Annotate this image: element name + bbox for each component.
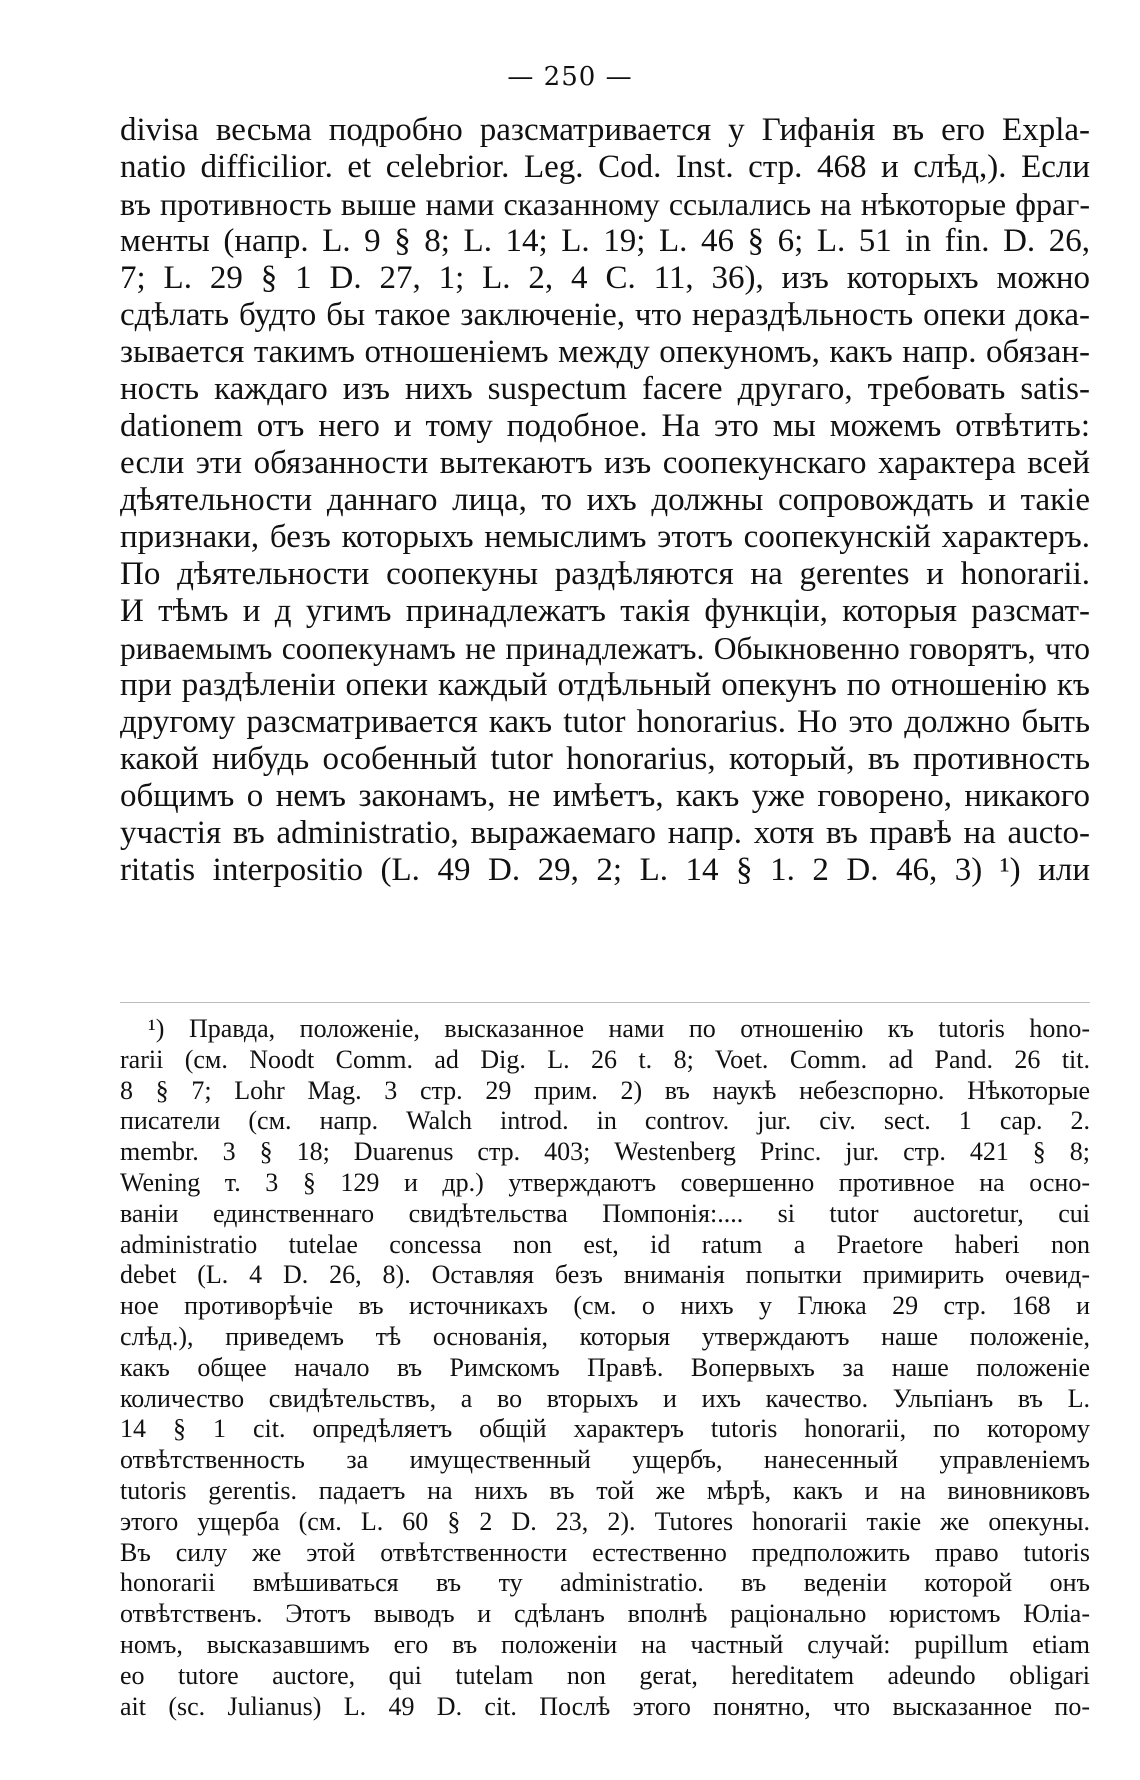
- main-text-line: если эти обязанности вытекаютъ изъ соопекунскаго характера всей: [120, 445, 1090, 481]
- footnote-line: ное противорѣчіе въ источникахъ (см. о нихъ у Глюка 29 стр. 168 и: [120, 1291, 1090, 1321]
- footnote-divider: [120, 1002, 1090, 1003]
- footnote-line: этого ущерба (см. L. 60 § 2 D. 23, 2). Tutores honorarii такіе же опекуны.: [120, 1506, 1090, 1536]
- footnote-line: eo tutore auctore, qui tutelam non gerat, hereditatem adeundo obligari: [120, 1660, 1090, 1690]
- footnote-line: 14 § 1 cit. опредѣляетъ общій характеръ tutoris honorarii, по которому: [120, 1414, 1090, 1444]
- main-text-line: другому разсматривается какъ tutor honorarius. Но это должно быть: [120, 704, 1090, 740]
- main-text-block: [120, 112, 1090, 889]
- main-text-line: при раздѣленіи опеки каждый отдѣльный опекунъ по отношенію къ: [120, 667, 1090, 703]
- main-text-line: менты (напр. L. 9 § 8; L. 14; L. 19; L. 46 § 6; L. 51 in fin. D. 26,: [120, 223, 1090, 259]
- main-text-line: divisa весьма подробно разсматривается у Гифанія въ его Expla-: [120, 112, 1090, 148]
- main-text-line: ritatis interpositio (L. 49 D. 29, 2; L. 14 § 1. 2 D. 46, 3) ¹) или: [120, 852, 1090, 888]
- main-text-line: признаки, безъ которыхъ немыслимъ этотъ соопекунскій характеръ.: [120, 519, 1090, 555]
- main-text-line: сдѣлать будто бы такое заключеніе, что нераздѣльность опеки дока-: [120, 297, 1090, 333]
- main-text-line: 7; L. 29 § 1 D. 27, 1; L. 2, 4 C. 11, 36), изъ которыхъ можно: [120, 260, 1090, 296]
- footnote-line: количество свидѣтельствъ, а во вторыхъ и ихъ качество. Ульпіанъ въ L.: [120, 1383, 1090, 1413]
- main-text-line: общимъ о немъ законамъ, не имѣетъ, какъ уже говорено, никакого: [120, 778, 1090, 814]
- footnote-line: отвѣтственность за имущественный ущербъ, нанесенный управленіемъ: [120, 1445, 1090, 1475]
- page-number: — 250 —: [507, 62, 633, 92]
- main-text-line: ность каждаго изъ нихъ suspectum facere другаго, требовать satis-: [120, 371, 1090, 407]
- footnote-line: Въ силу же этой отвѣтственности естественно предположить право tutoris: [120, 1537, 1090, 1567]
- footnote-line: administratio tutelae concessa non est, id ratum a Praetore haberi non: [120, 1229, 1090, 1259]
- main-text-line: По дѣятельности соопекуны раздѣляются на gerentes и honorarii.: [120, 556, 1090, 592]
- footnote-line: ваніи единственнаго свидѣтельства Помпонія:.... si tutor auctoretur, cui: [120, 1198, 1090, 1228]
- footnote-line: debet (L. 4 D. 26, 8). Оставляя безъ вниманія попытки примирить очевид-: [120, 1260, 1090, 1290]
- main-text-line: зывается такимъ отношеніемъ между опекуномъ, какъ напр. обязан-: [120, 334, 1090, 370]
- footnote-line: ¹) Правда, положеніе, высказанное нами по отношенію къ tutoris hono-: [148, 1014, 1090, 1043]
- footnote-line: номъ, высказавшимъ его въ положеніи на частный случай: pupillum etiam: [120, 1629, 1090, 1659]
- footnote-line: слѣд.), приведемъ тѣ основанія, которыя утверждаютъ наше положеніе,: [120, 1321, 1090, 1351]
- main-text-line: natio difficilior. et celebrior. Leg. Cod. Inst. стр. 468 и слѣд,). Если: [120, 149, 1090, 185]
- main-text-line: дѣятельности даннаго лица, то ихъ должны сопровождать и такіе: [120, 482, 1090, 518]
- footnote-line: rarii (см. Noodt Comm. ad Dig. L. 26 t. 8; Voet. Comm. ad Pand. 26 tit.: [120, 1044, 1090, 1074]
- footnote-line: honorarii вмѣшиваться въ ту administratio. въ веденіи которой онъ: [120, 1568, 1090, 1598]
- footnote-block: [120, 1014, 1090, 1722]
- footnote-line: 8 § 7; Lohr Mag. 3 стр. 29 прим. 2) въ наукѣ небезспорно. Нѣкоторые: [120, 1075, 1090, 1105]
- main-text-line: dationem отъ него и тому подобное. На это мы можемъ отвѣтить:: [120, 408, 1090, 444]
- main-text-line: въ противность выше нами сказанному ссылались на нѣкоторые фраг-: [120, 186, 1090, 222]
- footnote-line: какъ общее начало въ Римскомъ Правѣ. Вопервыхъ за наше положеніе: [120, 1352, 1090, 1382]
- footnote-line: писатели (см. напр. Walch introd. in controv. jur. civ. sect. 1 cap. 2.: [120, 1106, 1090, 1136]
- footnote-line: membr. 3 § 18; Duarenus стр. 403; Westenberg Princ. jur. стр. 421 § 8;: [120, 1137, 1090, 1167]
- main-text-line: участія въ administratio, выражаемаго напр. хотя въ правѣ на aucto-: [120, 815, 1090, 851]
- main-text-line: И тѣмъ и д угимъ принадлежатъ такія функціи, которыя разсмат-: [120, 593, 1090, 629]
- footnote-line: ait (sc. Julianus) L. 49 D. cit. Послѣ этого понятно, что высказанное по-: [120, 1691, 1090, 1721]
- footnote-line: Wening т. 3 § 129 и др.) утверждаютъ совершенно противное на осно-: [120, 1167, 1090, 1197]
- footnote-line: tutoris gerentis. падаетъ на нихъ въ той же мѣрѣ, какъ и на виновниковъ: [120, 1475, 1090, 1505]
- main-text-line: риваемымъ соопекунамъ не принадлежатъ. Обыкновенно говорятъ, что: [120, 631, 1090, 666]
- main-text-line: какой нибудь особенный tutor honorarius, который, въ противность: [120, 741, 1090, 777]
- footnote-line: отвѣтственъ. Этотъ выводъ и сдѣланъ вполнѣ раціонально юристомъ Юліа-: [120, 1599, 1090, 1629]
